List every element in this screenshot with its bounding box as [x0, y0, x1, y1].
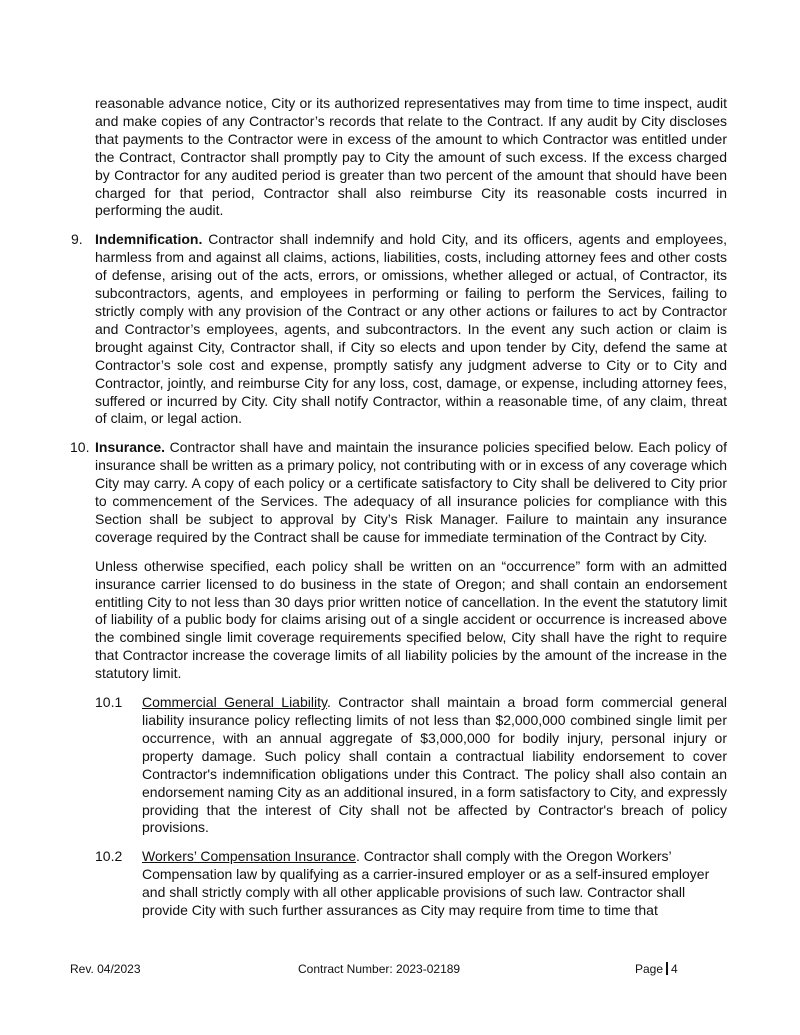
subsection-heading: Workers’ Compensation Insurance	[142, 848, 356, 865]
section-text: Unless otherwise specified, each policy shall be written on an “occurrence” form with an admitted insurance carrier licensed to do business in the state of Oregon; and shall contain an endorsement entitling City to not less than 30 days prior written notice of cancellation. In the event the statutory limit of liability of a public body for claims arising out of a single accident or occurrence is increased above the combined single limit coverage requirements specified below, City shall have the right to require that Contractor increase the coverage limits of all liability policies by the amount of the increase in the statutory limit.	[95, 557, 727, 682]
page-separator	[666, 962, 668, 975]
section-9-indemnification	[71, 231, 727, 428]
audit-paragraph	[95, 95, 727, 220]
document-page	[0, 95, 800, 931]
section-heading: Indemnification.	[95, 231, 203, 248]
section-number: 10.	[70, 439, 90, 456]
contract-number: Contract Number: 2023-02189	[298, 962, 461, 976]
subsection-number: 10.1	[95, 694, 123, 711]
section-10-2-workers-compensation	[95, 848, 727, 920]
section-text: Contractor shall have and maintain the insurance policies specified below. Each policy of insurance shall be written as a primary policy, not contributing with or in excess of any coverage which City may carry. A copy of each policy or a certificate satisfactory to City shall be delivered to City prior to commencement of the Services. The adequacy of all insurance policies for compliance with this Section shall be subject to approval by City’s Risk Manager. Failure to maintain any insurance coverage required by the Contract shall be cause for immediate termination of the Contract by City.	[95, 439, 727, 545]
page-indicator	[635, 962, 678, 976]
page-label: Page	[635, 962, 664, 976]
section-10-insurance	[70, 439, 727, 546]
subsection-text: . Contractor shall maintain a broad form commercial general liability insurance policy reflecting limits of not less than $2,000,000 combined single limit per occurrence, with an annual aggregate of $3,000,000 for bodily injury, personal injury or property damage. Such policy shall contain a contractual liability endorsement to cover Contractor's indemnification obligations under this Contract. The policy shall also contain an endorsement naming City as an additional insured, in a form satisfactory to City, and expressly providing that the interest of City shall not be affected by Contractor's breach of policy provisions.	[142, 694, 728, 836]
subsection-text: . Contractor shall comply with the Oregon Workers’ Compensation law by qualifying as a carrier-insured employer or as a self-insured employer and shall strictly comply with all other applicable provisions of such law. Contractor shall provide City with such further assurances as City may require from time to time that	[142, 848, 710, 919]
section-heading: Insurance.	[95, 439, 166, 456]
subsection-heading: Commercial General Liability	[142, 694, 327, 711]
subsection-number: 10.2	[95, 848, 123, 865]
revision-label: Rev. 04/2023	[70, 962, 141, 976]
audit-text: reasonable advance notice, City or its authorized representatives may from time to time inspect, audit and make copies of any Contractor’s records that relate to the Contract. If any audit by City discloses that payments to the Contractor were in excess of the amount to which Contractor was entitled under the Contract, Contractor shall promptly pay to City the amount of such excess. If the excess charged by Contractor for any audited period is greater than two percent of the amount that should have been charged for that period, Contractor shall also reimburse City its reasonable costs incurred in performing the audit.	[95, 95, 727, 219]
section-number: 9.	[71, 231, 83, 248]
section-text: Contractor shall indemnify and hold City, and its officers, agents and employees, harmless from and against all claims, actions, liabilities, costs, including attorney fees and other costs of defense, arising out of the acts, errors, or omissions, whether alleged or actual, of Contractor, its subcontractors, agents, and employees in performing or failing to perform the Services, failing to strictly comply with any provision of the Contract or any other actions or failures to act by Contractor and Contractor’s employees, agents, and subcontractors. In the event any such action or claim is brought against City, Contractor shall, if City so elects and upon tender by City, defend the same at Contractor’s sole cost and expense, promptly satisfy any judgment adverse to City or to City and Contractor, jointly, and reimburse City for any loss, cost, damage, or expense, including attorney fees, suffered or incurred by City. City shall notify Contractor, within a reasonable time, of any claim, threat of claim, or legal action.	[95, 231, 727, 427]
page-number: 4	[671, 962, 678, 976]
section-10-1-commercial-general-liability	[95, 694, 728, 837]
section-10-occurrence-paragraph	[95, 558, 727, 683]
